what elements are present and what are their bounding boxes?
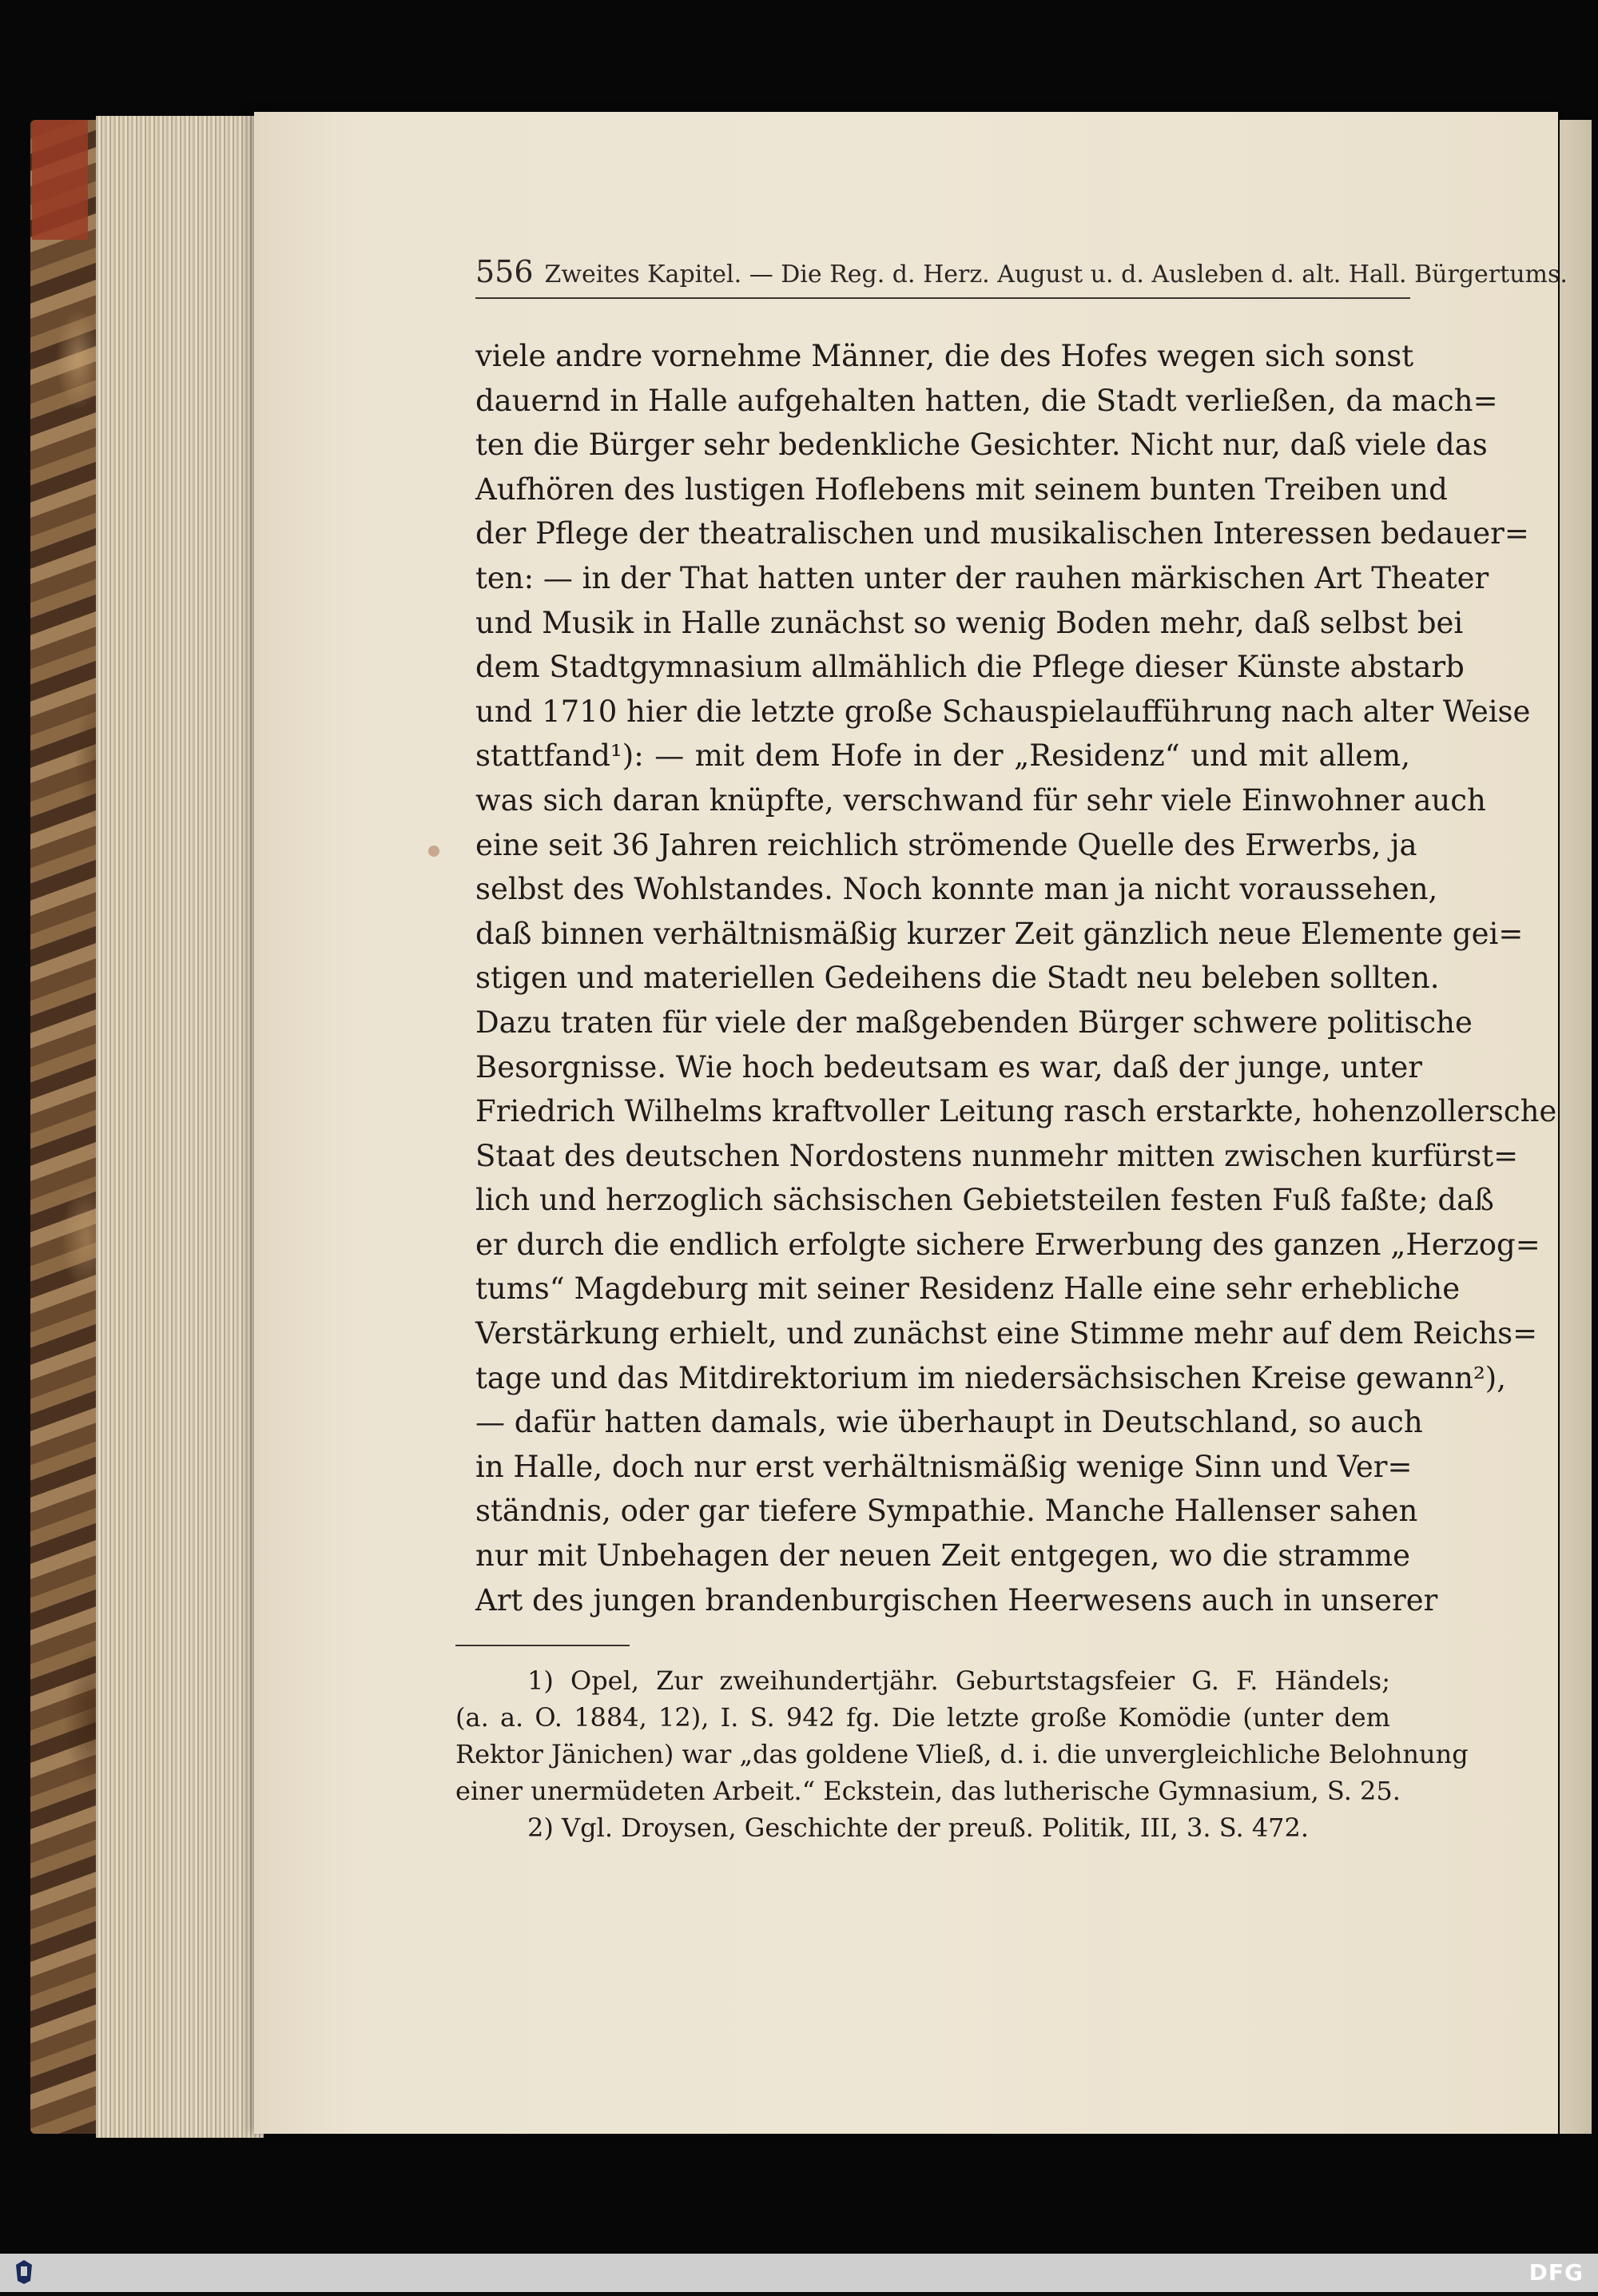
text-line: in Halle, doch nur erst verhältnismäßig wenige Sinn und Ver= [475, 1449, 1413, 1484]
text-line: daß binnen verhältnismäßig kurzer Zeit gänzlich neue Elemente gei= [475, 916, 1524, 951]
text-line: tums“ Magdeburg mit seiner Residenz Halle eine sehr erhebliche [475, 1271, 1461, 1307]
text-line: dem Stadtgymnasium allmählich die Pflege dieser Künste abstarb [475, 650, 1465, 685]
text-line: Friedrich Wilhelms kraftvoller Leitung rasch erstarkte, hohenzollersche [475, 1094, 1557, 1129]
text-line: was sich daran knüpfte, verschwand für sehr viele Einwohner auch [475, 782, 1486, 818]
text-line: Dazu traten für viele der maßgebenden Bürger schwere politische [475, 1005, 1473, 1040]
text-line: nur mit Unbehagen der neuen Zeit entgegen, wo die stramme [475, 1538, 1410, 1574]
dfg-logo: DFG [1528, 2259, 1584, 2286]
footnote-line: 1) Opel, Zur zweihundertjähr. Geburtstagsfeier G. F. Händels; [527, 1665, 1390, 1696]
text-line: und 1710 hier die letzte große Schauspielaufführung nach alter Weise [475, 694, 1531, 729]
text-line: selbst des Wohlstandes. Noch konnte man ja nicht voraussehen, [475, 872, 1438, 907]
text-line: dauernd in Halle aufgehalten hatten, die Stadt verließen, da mach= [475, 383, 1498, 418]
text-line: Staat des deutschen Nordostens nunmehr mitten zwischen kurfürst= [475, 1138, 1519, 1173]
text-line: tage und das Mitdirektorium im niedersächsischen Kreise gewann²), [475, 1360, 1506, 1395]
running-head [475, 254, 1568, 299]
viewer-footer [0, 2254, 1598, 2292]
text-line: — dafür hatten damals, wie überhaupt in Deutschland, so auch [475, 1405, 1423, 1440]
text-line: Besorgnisse. Wie hoch bedeutsam es war, daß der junge, unter [475, 1049, 1422, 1084]
text-line: stattfand¹): — mit dem Hofe in der „Residenz“ und mit allem, [475, 738, 1410, 774]
footnote-rule [455, 1645, 630, 1646]
footnote-line: (a. a. O. 1884, 12), I. S. 942 fg. Die letzte große Komödie (unter dem [455, 1702, 1390, 1733]
text-line: Verstärkung erhielt, und zunächst eine Stimme mehr auf dem Reichs= [475, 1316, 1538, 1351]
text-line: ten die Bürger sehr bedenkliche Gesichter. Nicht nur, daß viele das [475, 428, 1488, 463]
text-line: der Pflege der theatralischen und musikalischen Interessen bedauer= [475, 516, 1529, 551]
footnote-line: Rektor Jänichen) war „das goldene Vließ, d. i. die unvergleichliche Belohnung [455, 1739, 1469, 1769]
text-line: ständnis, oder gar tiefere Sympathie. Manche Hallenser sahen [475, 1494, 1418, 1529]
ink-spot [428, 846, 439, 857]
page-number: 556 [475, 254, 534, 289]
footnote-line: einer unermüdeten Arbeit.“ Eckstein, das lutherische Gymnasium, S. 25. [455, 1776, 1401, 1806]
text-line: er durch die endlich erfolgte sichere Erwerbung des ganzen „Herzog= [475, 1227, 1540, 1262]
page-edges [96, 116, 264, 2138]
text-line: lich und herzoglich sächsischen Gebietsteilen festen Fuß faßte; daß [475, 1183, 1494, 1218]
text-line: Aufhören des lustigen Hoflebens mit seinem bunten Treiben und [475, 472, 1448, 507]
text-line: und Musik in Halle zunächst so wenig Boden mehr, daß selbst bei [475, 605, 1464, 640]
running-title: Zweites Kapitel. — Die Reg. d. Herz. August u. d. Ausleben d. alt. Hall. Bürgertums. [544, 261, 1568, 288]
body-text [475, 334, 1557, 1622]
text-line: ten: — in der That hatten unter der rauhen märkischen Art Theater [475, 560, 1489, 595]
text-line: Art des jungen brandenburgischen Heerwesens auch in unserer [475, 1582, 1438, 1618]
text-line: stigen und materiellen Gedeihens die Stadt neu beleben sollten. [475, 961, 1440, 996]
footnotes [455, 1662, 1469, 1846]
cover-corner-wear [32, 120, 88, 240]
library-crest-icon [6, 2258, 42, 2287]
text-line: eine seit 36 Jahren reichlich strömende Quelle des Erwerbs, ja [475, 827, 1417, 862]
text-line: viele andre vornehme Männer, die des Hofes wegen sich sonst [475, 339, 1414, 373]
footnote-line: 2) Vgl. Droysen, Geschichte der preuß. Politik, III, 3. S. 472. [527, 1813, 1310, 1843]
facing-page-edge [1560, 120, 1592, 2134]
